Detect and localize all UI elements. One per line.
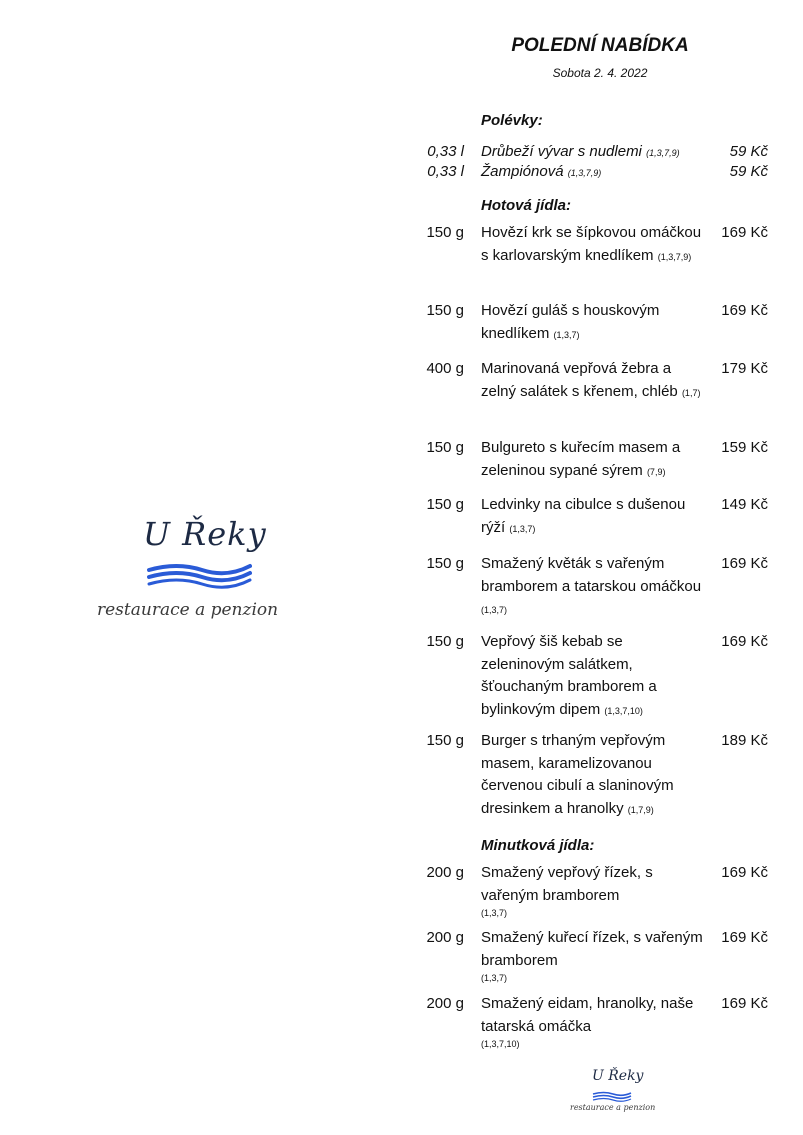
item-allergens: (1,3,7) bbox=[481, 908, 508, 918]
item-name: Bulgureto s kuřecím masem a zeleninou sypané sýrem (7,9) bbox=[481, 439, 681, 479]
item-allergens: (1,7) bbox=[681, 387, 701, 398]
item-name: Hovězí krk se šípkovou omáčkou s karlovarským knedlíkem (1,3,7,9) bbox=[481, 224, 702, 264]
item-price: 179 Kč bbox=[721, 360, 768, 377]
item-price: 189 Kč bbox=[721, 732, 768, 749]
logo-tagline: restaurace a penzion bbox=[570, 1103, 656, 1112]
item-quantity: 200 g bbox=[426, 929, 464, 946]
item-allergens: (1,3,7) bbox=[553, 329, 580, 340]
item-allergens: (1,3,7,10) bbox=[604, 705, 643, 716]
section-soups-title: Polévky: bbox=[481, 112, 543, 129]
item-allergens: (1,7,9) bbox=[627, 804, 654, 815]
item-quantity: 200 g bbox=[426, 864, 464, 881]
restaurant-logo bbox=[95, 505, 310, 630]
item-allergens: (7,9) bbox=[646, 466, 666, 477]
item-quantity: 150 g bbox=[426, 633, 464, 650]
item-quantity: 150 g bbox=[426, 732, 464, 749]
item-price: 159 Kč bbox=[721, 439, 768, 456]
item-quantity: 0,33 l bbox=[427, 163, 464, 180]
item-name: Smažený eidam, hranolky, naše tatarská omáčka (1,3,7,10) bbox=[481, 993, 703, 1050]
section-minute-title: Minutková jídla: bbox=[481, 837, 595, 854]
item-name: Smažený kuřecí řízek, s vařeným bramborem (1,3,7) bbox=[481, 929, 703, 983]
logo-brand: U Řeky bbox=[592, 1068, 644, 1084]
page-title: POLEDNÍ NABÍDKA bbox=[511, 35, 689, 56]
item-name: Drůbeží vývar s nudlemi (1,3,7,9) bbox=[481, 143, 680, 160]
item-quantity: 150 g bbox=[426, 439, 464, 456]
item-allergens: (1,3,7) bbox=[509, 523, 536, 534]
item-price: 59 Kč bbox=[729, 163, 768, 180]
item-name: Marinovaná vepřová žebra a zelný salátek s křenem, chléb (1,7) bbox=[481, 360, 701, 400]
item-quantity: 150 g bbox=[426, 555, 464, 572]
item-name: Žampiónová (1,3,7,9) bbox=[481, 163, 602, 180]
item-price: 169 Kč bbox=[721, 633, 768, 650]
item-name: Ledvinky na cibulce s dušenou rýží (1,3,7) bbox=[481, 496, 686, 536]
item-allergens: (1,3,7) bbox=[481, 973, 508, 983]
restaurant-logo-small bbox=[568, 1068, 668, 1118]
item-name: Vepřový šiš kebab se zeleninovým salátkem, šťouchaným bramborem a bylinkovým dipem (1,3,7,10) bbox=[481, 633, 657, 718]
item-price: 169 Kč bbox=[721, 224, 768, 241]
item-name: Smažený květák s vařeným bramborem a tatarskou omáčkou (1,3,7) bbox=[481, 555, 702, 615]
item-price: 59 Kč bbox=[729, 143, 768, 160]
wave-icon bbox=[147, 560, 252, 590]
item-quantity: 200 g bbox=[426, 995, 464, 1012]
item-allergens: (1,3,7,9) bbox=[657, 251, 692, 262]
menu-date: Sobota 2. 4. 2022 bbox=[552, 66, 648, 80]
item-price: 149 Kč bbox=[721, 496, 768, 513]
item-allergens: (1,3,7,9) bbox=[567, 168, 602, 178]
item-price: 169 Kč bbox=[721, 864, 768, 881]
item-price: 169 Kč bbox=[721, 995, 768, 1012]
item-price: 169 Kč bbox=[721, 555, 768, 572]
item-quantity: 150 g bbox=[426, 496, 464, 513]
item-allergens: (1,3,7,9) bbox=[646, 148, 680, 158]
item-price: 169 Kč bbox=[721, 929, 768, 946]
logo-brand: U Řeky bbox=[143, 515, 267, 553]
item-name: Hovězí guláš s houskovým knedlíkem (1,3,7) bbox=[481, 302, 660, 342]
item-quantity: 150 g bbox=[426, 302, 464, 319]
section-main-title: Hotová jídla: bbox=[481, 197, 572, 214]
item-quantity: 400 g bbox=[426, 360, 464, 377]
item-price: 169 Kč bbox=[721, 302, 768, 319]
item-quantity: 0,33 l bbox=[427, 143, 464, 160]
item-quantity: 150 g bbox=[426, 224, 464, 241]
item-name: Smažený vepřový řízek, s vařeným bramborem (1,3,7) bbox=[481, 862, 703, 919]
item-name: Burger s trhaným vepřovým masem, karamelizovanou červenou cibulí a slaninovým dresinkem a hranolky (1,7,9) bbox=[481, 732, 674, 817]
item-allergens: (1,3,7,10) bbox=[481, 1039, 520, 1049]
item-allergens: (1,3,7) bbox=[481, 605, 508, 615]
logo-tagline: restaurace a penzion bbox=[97, 600, 279, 620]
wave-icon bbox=[592, 1090, 632, 1102]
